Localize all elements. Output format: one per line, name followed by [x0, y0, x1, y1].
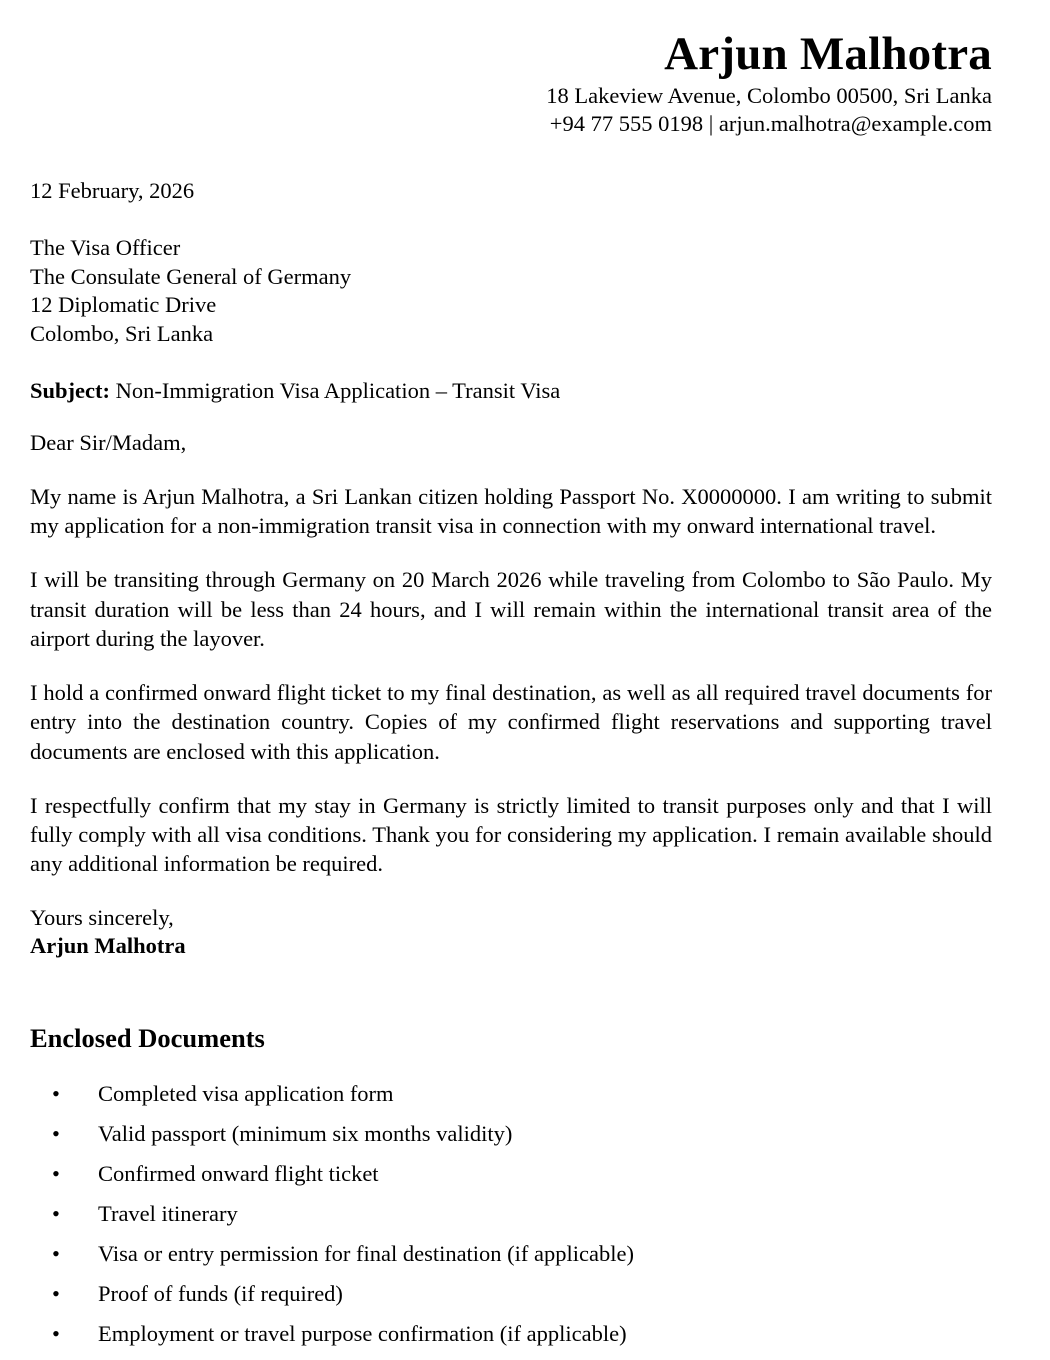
list-item [30, 1280, 992, 1320]
list-item [30, 1320, 992, 1360]
subject-line [30, 349, 992, 405]
letter-date: 12 February, 2026 [30, 178, 195, 204]
salutation: Dear Sir/Madam, [30, 429, 187, 455]
enclosures-list [30, 1054, 992, 1360]
valediction: Yours sincerely, [30, 904, 174, 930]
body-paragraph: My name is Arjun Malhotra, a Sri Lankan citizen holding Passport No. X0000000. I am writing to submit my application for a non-immigration transit visa in connection with my onward international travel. [30, 483, 992, 539]
list-item [30, 1160, 992, 1200]
list-item [30, 1120, 992, 1160]
enclosures-heading: Enclosed Documents [30, 1022, 265, 1053]
list-item-label: Valid passport (minimum six months validity) [98, 1121, 513, 1147]
list-item [30, 1200, 992, 1240]
letterhead [30, 28, 992, 139]
recipient-line: Colombo, Sri Lanka [30, 320, 214, 346]
list-item-label: Completed visa application form [98, 1081, 394, 1107]
bullet-icon: • [52, 1241, 60, 1267]
sender-name: Arjun Malhotra [664, 28, 992, 80]
body-paragraph: I respectfully confirm that my stay in Germany is strictly limited to transit purposes only and that I will fully comply with all visa conditions. Thank you for considering my application. I remain available should any additional information be required. [30, 792, 992, 877]
bullet-icon: • [52, 1281, 60, 1307]
bullet-icon: • [52, 1081, 60, 1107]
list-item-label: Confirmed onward flight ticket [98, 1161, 379, 1187]
list-item [30, 1080, 992, 1120]
signature-name: Arjun Malhotra [30, 933, 186, 959]
bullet-icon: • [52, 1121, 60, 1147]
body-paragraph: I hold a confirmed onward flight ticket to my final destination, as well as all required travel documents for entry into the destination country. Copies of my confirmed flight reservations and supporting travel documents are enclosed with this application. [30, 680, 992, 764]
list-item [30, 1240, 992, 1280]
subject-label: Subject: [30, 377, 110, 403]
bullet-icon: • [52, 1201, 60, 1227]
closing-block [30, 879, 992, 961]
sender-contact: +94 77 555 0198 | arjun.malhotra@example.com [549, 111, 992, 137]
recipient-address-block [30, 205, 992, 348]
list-item-label: Travel itinerary [98, 1201, 238, 1227]
subject-text: Non-Immigration Visa Application – Transit Visa [110, 377, 561, 403]
recipient-line: The Visa Officer [30, 235, 181, 261]
bullet-icon: • [52, 1321, 60, 1347]
sender-address: 18 Lakeview Avenue, Colombo 00500, Sri Lanka [546, 82, 992, 108]
list-item-label: Proof of funds (if required) [98, 1281, 343, 1307]
bullet-icon: • [52, 1161, 60, 1187]
body-paragraph: I will be transiting through Germany on 20 March 2026 while traveling from Colombo to São Paulo. My transit duration will be less than 24 hours, and I will remain within the international transit area of the airport during the layover. [30, 567, 992, 651]
recipient-line: 12 Diplomatic Drive [30, 292, 217, 318]
list-item-label: Employment or travel purpose confirmation (if applicable) [98, 1321, 627, 1347]
list-item-label: Visa or entry permission for final destination (if applicable) [98, 1241, 634, 1267]
recipient-line: The Consulate General of Germany [30, 263, 352, 289]
